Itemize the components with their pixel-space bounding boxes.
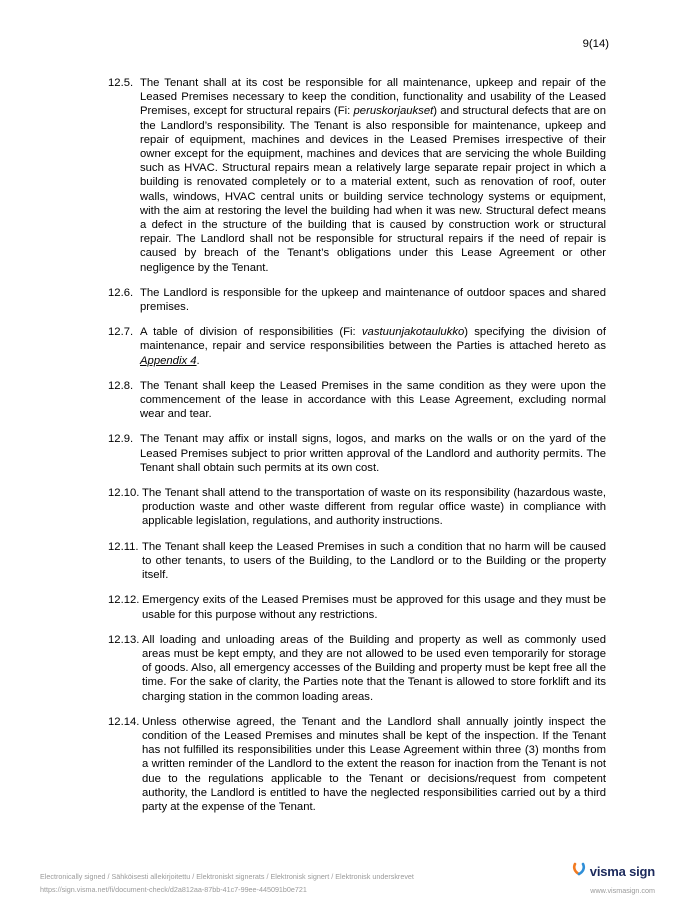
clause-text: Emergency exits of the Leased Premises must be approved for this usage and they must be usable for this purpose without any restrictions. [142,594,606,621]
clause-12-5 [108,76,606,275]
visma-sign-logo-icon [572,862,586,881]
clause-12-10 [108,486,606,529]
visma-sign-url[interactable]: www.vismasign.com [590,886,655,895]
clause-number: 12.8. [108,379,134,392]
clause-number: 12.10. [108,487,140,500]
clause-text: The Tenant shall attend to the transportation of waste on its responsibility (hazardous waste, production waste and other waste different from regular office waste) in compliance with applicable legislation, regulations, and authority instructions. [142,487,606,528]
clause-number: 12.11. [108,540,139,553]
signature-footer [40,871,414,896]
clause-number: 12.7. [108,326,134,339]
appendix-reference: Appendix 4 [140,354,197,367]
clause-12-8 [108,379,606,422]
page-number: 9(14) [582,38,609,50]
clause-12-9 [108,432,606,475]
visma-sign-logo-text: visma sign [589,864,655,879]
document-check-link[interactable]: https://sign.visma.net/fi/document-check/d2a812aa-87bb-41c7-99ee-445091b0e721 [40,884,307,894]
clause-number: 12.12. [108,594,140,607]
clause-number: 12.13. [108,633,140,646]
clause-text: The Tenant may affix or install signs, logos, and marks on the walls or on the yard of the Leased Premises subject to prior written approval of the Landlord and authority permits. The Tenant shall obtain such permits at its own cost. [140,433,606,474]
clause-text: A table of division of responsibilities (Fi: vastuunjakotaulukko) specifying the division of maintenance, repair and service responsibilities between the Parties is attached hereto as Appendix 4. [140,326,606,367]
clause-number: 12.6. [108,286,134,299]
clause-text: The Tenant shall keep the Leased Premises in the same condition as they were upon the commencement of the lease in accordance with this Lease Agreement, excluding normal wear and tear. [140,379,606,421]
clause-12-7 [108,325,606,368]
lease-section-12-clauses [108,76,606,825]
clause-12-12 [108,593,606,621]
clause-12-11 [108,540,606,583]
clause-number: 12.14. [108,715,140,728]
clause-12-6 [108,286,606,314]
clause-text: Unless otherwise agreed, the Tenant and the Landlord shall annually jointly inspect the condition of the Leased Premises and minutes shall be kept of the inspection. If the Tenant has not fulfilled its responsibilities under this Lease Agreement within three (3) months from a written reminder of the Landlord to the extent the reason for inaction from the Tenant is not due to the regulations applicable to the Tenant or decisions/request from competent authority, the Landlord is entitled to have the neglected responsibilities carried out by a third party at the expense of the Tenant. [142,715,606,813]
clause-text: All loading and unloading areas of the Building and property as well as commonly used areas must be kept empty, and they are not allowed to be used even temporarily for storage of goods. Also, all emergency accesses of the Building and property must be kept free all the time. For the sake of clarity, the Parties note that the Tenant is allowed to store forklift and its charging station in the common loading areas. [142,633,606,703]
electronic-signature-notice: Electronically signed / Sähköisesti allekirjoitettu / Elektroniskt signerats / Elektronisk signert / Elektronisk underskrevet [40,872,414,881]
clause-text: The Landlord is responsible for the upkeep and maintenance of outdoor spaces and shared premises. [140,286,606,314]
clause-12-13 [108,633,606,704]
clause-number: 12.9. [108,433,134,446]
clause-12-14 [108,715,606,814]
visma-sign-branding [572,862,655,895]
clause-number: 12.5. [108,77,134,89]
clause-text: The Tenant shall keep the Leased Premises in such a condition that no harm will be caused to other tenants, to users of the Building, to the Landlord or to the Building or the property itself. [142,540,606,582]
clause-text: The Tenant shall at its cost be responsible for all maintenance, upkeep and repair of the Leased Premises necessary to keep the condition, functionality and usability of the Leased Premises, except for structural repairs (Fi: peruskorjaukset) and structural defects that are on the Landlord’s responsibility. The Tenant is also responsible for maintenance, upkeep and repair of equipment, machines and devices in the Leased Premises irrespective of their owner except for the equipment, machines and devices that are servicing the whole Building such as HVAC. Structural repairs mean a relatively large separate repair project in which a building is renovated completely or to a material extent, such as renovation of roof, outer walls, windows, HVAC central units or building service technology systems or equipment, with the aim at restoring the level the building had when it was new. Structural defect means a defect in the structure of the building that is caused by construction work or structural repair. The Landlord shall not be responsible for structural repairs if the need of repair is caused by breach of the Tenant’s obligations under this Lease Agreement or other negligence by the Tenant. [140,77,606,274]
